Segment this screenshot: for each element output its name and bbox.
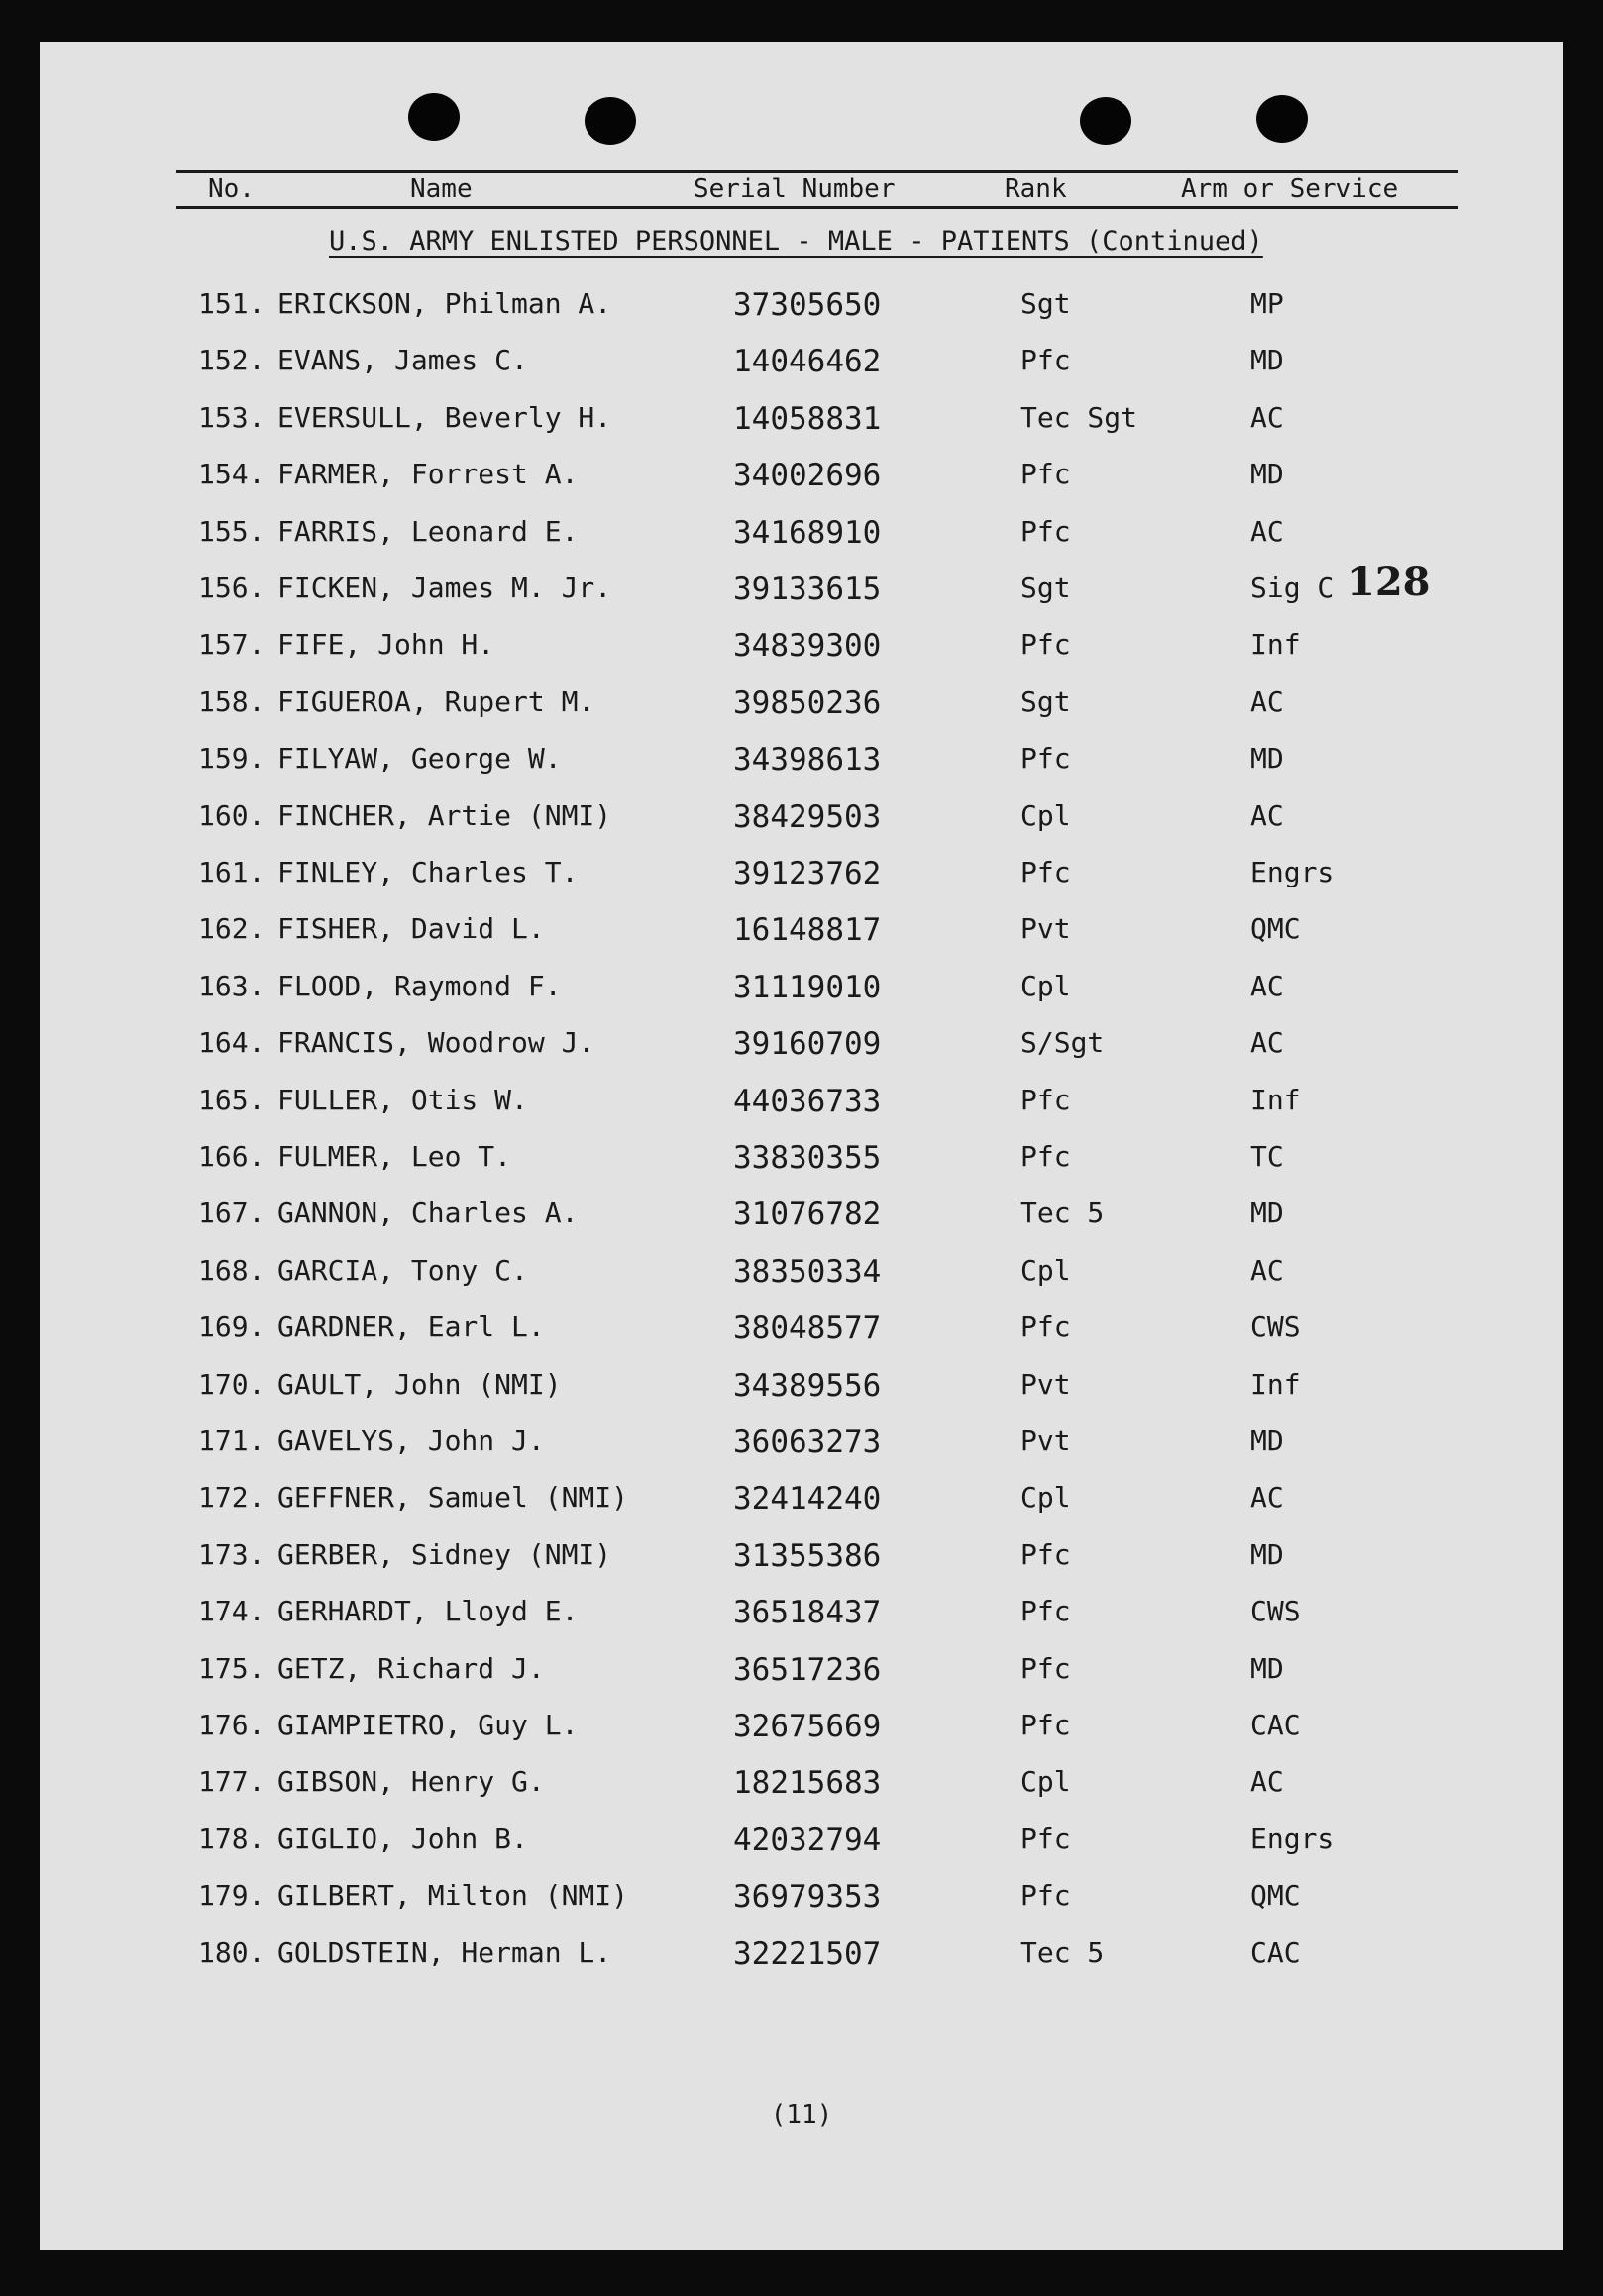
row-arm-or-service: MD	[1250, 344, 1284, 377]
table-row	[40, 1368, 1563, 1408]
row-arm-or-service: TC	[1250, 1140, 1284, 1173]
row-arm-or-service: Sig C	[1250, 572, 1335, 604]
row-rank: Pfc	[1020, 742, 1071, 776]
row-name: GERHARDT, Lloyd E.	[277, 1595, 579, 1628]
row-serial-number: 18215683	[733, 1765, 882, 1802]
table-row	[40, 1140, 1563, 1180]
row-rank: Sgt	[1020, 684, 1071, 718]
row-arm-or-service: AC	[1250, 1481, 1284, 1514]
row-rank: Pfc	[1020, 1595, 1071, 1628]
row-name: GILBERT, Milton (NMI)	[277, 1879, 629, 1913]
table-row	[40, 458, 1563, 497]
header-serial: Serial Number	[694, 174, 896, 204]
row-rank: Pfc	[1020, 856, 1071, 888]
row-serial-number: 42032794	[733, 1822, 882, 1858]
row-number: 160.	[198, 798, 266, 832]
row-name: FRANCIS, Woodrow J.	[277, 1026, 595, 1060]
row-number: 174.	[198, 1595, 266, 1628]
row-arm-or-service: CWS	[1250, 1310, 1301, 1344]
table-row	[40, 742, 1563, 782]
row-rank: Pfc	[1020, 1310, 1071, 1344]
table-row	[40, 401, 1563, 441]
table-row	[40, 799, 1563, 839]
row-rank: Pfc	[1020, 458, 1071, 491]
row-serial-number: 34002696	[733, 458, 882, 494]
row-name: GIAMPIETRO, Guy L.	[277, 1709, 579, 1741]
row-serial-number: 37305650	[733, 287, 882, 323]
row-name: GARDNER, Earl L.	[277, 1310, 545, 1344]
table-row	[40, 1765, 1563, 1805]
row-number: 161.	[198, 856, 266, 888]
table-row	[40, 1424, 1563, 1464]
row-number: 170.	[198, 1367, 266, 1401]
row-serial-number: 14058831	[733, 400, 882, 437]
row-number: 167.	[198, 1197, 266, 1230]
row-rank: Sgt	[1020, 572, 1071, 604]
row-number: 151.	[198, 287, 266, 320]
row-arm-or-service: AC	[1250, 798, 1284, 832]
row-serial-number: 33830355	[733, 1140, 882, 1176]
row-serial-number: 39133615	[733, 572, 882, 607]
row-serial-number: 36517236	[733, 1651, 882, 1688]
table-row	[40, 1652, 1563, 1692]
row-rank: Pfc	[1020, 1140, 1071, 1173]
row-number: 168.	[198, 1253, 266, 1287]
row-name: EVERSULL, Beverly H.	[277, 400, 612, 434]
table-row	[40, 344, 1563, 383]
row-arm-or-service: AC	[1250, 1765, 1284, 1799]
row-number: 154.	[198, 458, 266, 491]
row-number: 166.	[198, 1140, 266, 1173]
row-rank: Tec Sgt	[1020, 400, 1138, 434]
row-name: FULLER, Otis W.	[277, 1083, 528, 1116]
row-arm-or-service: Inf	[1250, 1083, 1301, 1116]
row-name: GOLDSTEIN, Herman L.	[277, 1935, 612, 1969]
row-name: FIGUEROA, Rupert M.	[277, 684, 595, 718]
row-arm-or-service: MD	[1250, 458, 1284, 491]
table-row	[40, 572, 1563, 611]
row-number: 164.	[198, 1026, 266, 1060]
row-rank: Pvt	[1020, 912, 1071, 946]
row-number: 179.	[198, 1879, 266, 1913]
table-row	[40, 1595, 1563, 1634]
row-arm-or-service: CWS	[1250, 1595, 1301, 1628]
row-number: 180.	[198, 1935, 266, 1969]
page-number: (11)	[770, 2100, 833, 2130]
row-name: GEFFNER, Samuel (NMI)	[277, 1481, 629, 1514]
row-arm-or-service: MD	[1250, 1197, 1284, 1230]
table-row	[40, 1538, 1563, 1578]
row-number: 172.	[198, 1481, 266, 1514]
row-number: 155.	[198, 514, 266, 548]
row-rank: Tec 5	[1020, 1935, 1105, 1969]
header-rule-bottom	[176, 206, 1458, 209]
row-number: 169.	[198, 1310, 266, 1344]
row-serial-number: 32414240	[733, 1481, 882, 1517]
row-rank: Pfc	[1020, 344, 1071, 377]
row-rank: Pvt	[1020, 1367, 1071, 1401]
row-arm-or-service: AC	[1250, 514, 1284, 548]
table-row	[40, 970, 1563, 1009]
row-rank: Cpl	[1020, 969, 1071, 1002]
row-number: 171.	[198, 1424, 266, 1457]
header-name: Name	[410, 174, 473, 204]
row-name: ERICKSON, Philman A.	[277, 287, 612, 320]
row-name: FARMER, Forrest A.	[277, 458, 579, 491]
row-rank: Sgt	[1020, 287, 1071, 320]
row-serial-number: 34389556	[733, 1367, 882, 1404]
row-name: FILYAW, George W.	[277, 742, 562, 776]
row-rank: Cpl	[1020, 1765, 1071, 1799]
row-name: GERBER, Sidney (NMI)	[277, 1537, 612, 1571]
row-serial-number: 38350334	[733, 1253, 882, 1290]
table-row	[40, 1823, 1563, 1862]
table-row	[40, 685, 1563, 725]
row-number: 153.	[198, 400, 266, 434]
row-arm-or-service: MD	[1250, 1424, 1284, 1457]
row-serial-number: 16148817	[733, 912, 882, 949]
row-serial-number: 36063273	[733, 1424, 882, 1460]
row-name: FICKEN, James M. Jr.	[277, 572, 612, 604]
row-serial-number: 39160709	[733, 1026, 882, 1063]
row-rank: Cpl	[1020, 1253, 1071, 1287]
row-arm-or-service: CAC	[1250, 1935, 1301, 1969]
table-row	[40, 1481, 1563, 1520]
table-row	[40, 856, 1563, 895]
row-serial-number: 39850236	[733, 684, 882, 721]
row-name: FULMER, Leo T.	[277, 1140, 512, 1173]
row-name: GIGLIO, John B.	[277, 1822, 528, 1855]
row-arm-or-service: Inf	[1250, 1367, 1301, 1401]
row-number: 177.	[198, 1765, 266, 1799]
table-row	[40, 912, 1563, 952]
row-name: FARRIS, Leonard E.	[277, 514, 579, 548]
row-arm-or-service: AC	[1250, 684, 1284, 718]
row-number: 175.	[198, 1651, 266, 1685]
row-rank: Pfc	[1020, 1879, 1071, 1913]
row-rank: Pfc	[1020, 1537, 1071, 1571]
row-name: FISHER, David L.	[277, 912, 545, 946]
row-arm-or-service: Engrs	[1250, 856, 1335, 888]
row-serial-number: 44036733	[733, 1083, 882, 1119]
row-serial-number: 31355386	[733, 1537, 882, 1574]
row-serial-number: 32221507	[733, 1935, 882, 1972]
row-serial-number: 31119010	[733, 969, 882, 1005]
row-name: FINCHER, Artie (NMI)	[277, 798, 612, 832]
row-arm-or-service: QMC	[1250, 912, 1301, 946]
row-serial-number: 34398613	[733, 742, 882, 779]
row-name: GETZ, Richard J.	[277, 1651, 545, 1685]
row-rank: Pfc	[1020, 1651, 1071, 1685]
row-serial-number: 34168910	[733, 514, 882, 551]
row-arm-or-service: AC	[1250, 400, 1284, 434]
row-number: 158.	[198, 684, 266, 718]
header-arm: Arm or Service	[1181, 174, 1399, 204]
row-name: GIBSON, Henry G.	[277, 1765, 545, 1799]
row-number: 157.	[198, 628, 266, 662]
row-rank: Pfc	[1020, 628, 1071, 662]
row-number: 159.	[198, 742, 266, 776]
row-arm-or-service: MD	[1250, 742, 1284, 776]
table-row	[40, 1310, 1563, 1350]
row-arm-or-service: MD	[1250, 1651, 1284, 1685]
section-title: U.S. ARMY ENLISTED PERSONNEL - MALE - PATIENTS (Continued)	[329, 226, 1263, 257]
row-serial-number: 34839300	[733, 628, 882, 665]
row-name: GARCIA, Tony C.	[277, 1253, 528, 1287]
row-number: 152.	[198, 344, 266, 377]
table-row	[40, 1084, 1563, 1123]
punch-hole	[1256, 95, 1308, 143]
header-rank: Rank	[1005, 174, 1067, 204]
row-number: 165.	[198, 1083, 266, 1116]
table-row	[40, 287, 1563, 327]
table-row	[40, 1026, 1563, 1066]
row-arm-or-service: QMC	[1250, 1879, 1301, 1913]
row-serial-number: 32675669	[733, 1709, 882, 1744]
row-name: GAVELYS, John J.	[277, 1424, 545, 1457]
row-rank: Cpl	[1020, 798, 1071, 832]
row-rank: Pfc	[1020, 1822, 1071, 1855]
table-row	[40, 1197, 1563, 1236]
table-row	[40, 628, 1563, 668]
row-arm-or-service: MP	[1250, 287, 1284, 320]
row-serial-number: 36979353	[733, 1879, 882, 1916]
row-rank: Pfc	[1020, 1083, 1071, 1116]
row-number: 156.	[198, 572, 266, 604]
row-serial-number: 38429503	[733, 798, 882, 835]
row-name: EVANS, James C.	[277, 344, 528, 377]
row-arm-or-service: Inf	[1250, 628, 1301, 662]
row-arm-or-service: Engrs	[1250, 1822, 1335, 1855]
table-row	[40, 1879, 1563, 1919]
row-name: FIFE, John H.	[277, 628, 495, 662]
row-number: 176.	[198, 1709, 266, 1741]
row-rank: S/Sgt	[1020, 1026, 1105, 1060]
row-arm-or-service: AC	[1250, 1026, 1284, 1060]
margin-number: 128	[1347, 559, 1431, 605]
row-arm-or-service: CAC	[1250, 1709, 1301, 1741]
row-number: 178.	[198, 1822, 266, 1855]
row-name: GAULT, John (NMI)	[277, 1367, 562, 1401]
row-rank: Cpl	[1020, 1481, 1071, 1514]
row-number: 163.	[198, 969, 266, 1002]
table-row	[40, 515, 1563, 555]
row-name: FINLEY, Charles T.	[277, 856, 579, 888]
row-number: 162.	[198, 912, 266, 946]
row-name: GANNON, Charles A.	[277, 1197, 579, 1230]
row-serial-number: 39123762	[733, 856, 882, 891]
row-serial-number: 31076782	[733, 1197, 882, 1233]
row-rank: Tec 5	[1020, 1197, 1105, 1230]
punch-hole	[408, 93, 460, 141]
row-rank: Pvt	[1020, 1424, 1071, 1457]
table-row	[40, 1936, 1563, 1976]
row-name: FLOOD, Raymond F.	[277, 969, 562, 1002]
row-serial-number: 36518437	[733, 1595, 882, 1631]
row-rank: Pfc	[1020, 1709, 1071, 1741]
header-no: No.	[208, 174, 255, 204]
row-arm-or-service: AC	[1250, 1253, 1284, 1287]
row-number: 173.	[198, 1537, 266, 1571]
row-serial-number: 38048577	[733, 1310, 882, 1347]
punch-hole	[1080, 97, 1131, 145]
document-page	[40, 42, 1563, 2250]
table-row	[40, 1709, 1563, 1748]
row-arm-or-service: MD	[1250, 1537, 1284, 1571]
punch-hole	[585, 97, 636, 145]
row-arm-or-service: AC	[1250, 969, 1284, 1002]
row-rank: Pfc	[1020, 514, 1071, 548]
header-rule-top	[176, 170, 1458, 173]
row-serial-number: 14046462	[733, 344, 882, 380]
table-row	[40, 1254, 1563, 1294]
